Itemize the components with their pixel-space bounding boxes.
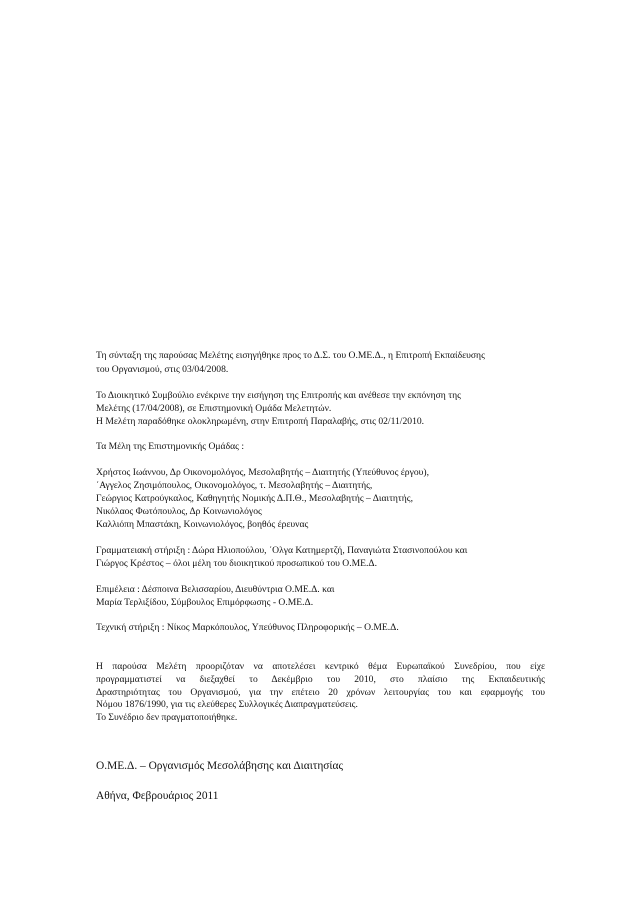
editing-line-1: Επιμέλεια : Δέσποινα Βελισσαρίου, Διευθύντρια Ο.ΜΕ.Δ. και	[96, 584, 335, 595]
approval-line-3: Η Μελέτη παραδόθηκε ολοκληρωμένη, στην Επιτροπή Παραλαβής, στις 02/11/2010.	[96, 416, 425, 427]
technical-line-1: Τεχνική στήριξη : Νίκος Μαρκόπουλος, Υπεύθυνος Πληροφορικής – Ο.ΜΕ.Δ.	[96, 622, 399, 633]
secretarial-line-1: Γραμματειακή στήριξη : Δώρα Ηλιοπούλου, ΄Ολγα Κατημερτζή, Παναγιώτα Στασινοπούλου και	[96, 545, 468, 556]
conference-line-4: Νόμου 1876/1990, για τις ελεύθερες Συλλογικές Διαπραγματεύσεις.	[96, 699, 358, 710]
approval-line-2: Μελέτης (17/04/2008), σε Επιστημονική Ομάδα Μελετητών.	[96, 403, 332, 414]
conference-line-2: προγραμματιστεί να διεξαχθεί το Δεκέμβριο του 2010, στο πλαίσιο της Εκπαιδευτικής	[96, 674, 545, 685]
intro-line-2: του Οργανισμού, στις 03/04/2008.	[96, 364, 229, 375]
editing-line-2: Μαρία Τερλιξίδου, Σύμβουλος Επιμόρφωσης - Ο.ΜΕ.Δ.	[96, 597, 314, 608]
team-member: Χρήστος Ιωάννου, Δρ Οικονομολόγος, Μεσολαβητής – Διαιτητής (Υπεύθυνος έργου),	[96, 467, 429, 478]
team-member: Γεώργιος Κατρούγκαλος, Καθηγητής Νομικής Δ.Π.Θ., Μεσολαβητής – Διαιτητής,	[96, 493, 414, 504]
secretarial-line-2: Γιώργος Κρέστος – όλοι μέλη του διοικητικού προσωπικού του Ο.ΜΕ.Δ.	[96, 558, 377, 569]
team-heading: Τα Μέλη της Επιστημονικής Ομάδας :	[96, 441, 244, 452]
approval-line-1: Το Διοικητικό Συμβούλιο ενέκρινε την εισήγηση της Επιτροπής και ανέθεσε την εκπόνηση της	[96, 390, 461, 401]
team-member: Νικόλαος Φωτόπουλος, Δρ Κοινωνιολόγος	[96, 506, 262, 517]
conference-line-3: Δραστηριότητας του Οργανισμού, για την επέτειο 20 χρόνων λειτουργίας του και εφαρμογής του	[96, 687, 545, 698]
team-member: Καλλιόπη Μπαστάκη, Κοινωνιολόγος, βοηθός έρευνας	[96, 519, 309, 530]
place-date: Αθήνα, Φεβρουάριος 2011	[96, 790, 219, 802]
intro-line-1: Τη σύνταξη της παρούσας Μελέτης εισηγήθηκε προς το Δ.Σ. του Ο.ΜΕ.Δ., η Επιτροπή Εκπαίδευσης	[96, 350, 485, 361]
conference-line-1: Η παρούσα Μελέτη προοριζόταν να αποτελέσει κεντρικό θέμα Ευρωπαϊκού Συνεδρίου, που είχε	[96, 661, 545, 672]
organization-name: Ο.ΜΕ.Δ. – Οργανισμός Μεσολάβησης και Διαιτησίας	[96, 760, 343, 772]
conference-line-5: Το Συνέδριο δεν πραγματοποιήθηκε.	[96, 712, 238, 723]
team-member: ΄Αγγελος Ζησιμόπουλος, Οικονομολόγος, τ. Μεσολαβητής – Διαιτητής,	[96, 480, 373, 491]
